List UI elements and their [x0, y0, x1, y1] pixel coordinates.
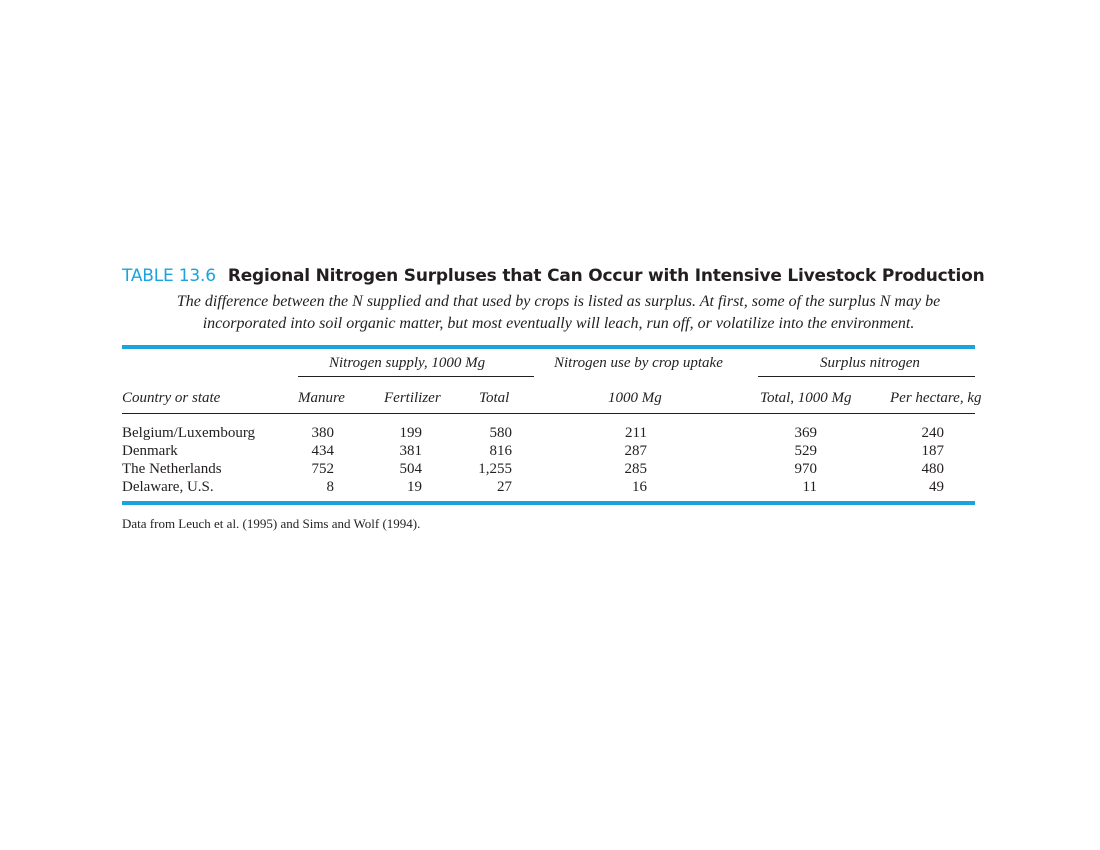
col-header-surplus-total: Total, 1000 Mg: [760, 390, 852, 406]
row-1-country: Belgium/Luxembourg: [122, 425, 256, 441]
col-header-country: Country or state: [122, 390, 221, 406]
row-1-manure: 380: [311, 425, 334, 441]
group-header-use: Nitrogen use by crop uptake: [554, 355, 723, 371]
row-4-use: 16: [632, 479, 647, 495]
group-header-surplus: Surplus nitrogen: [820, 355, 920, 371]
row-3-per-hectare: 480: [921, 461, 944, 477]
table-title-line: [122, 266, 985, 286]
row-4-fertilizer: 19: [407, 479, 422, 495]
col-header-use: 1000 Mg: [608, 390, 662, 406]
table-title: Regional Nitrogen Surpluses that Can Occur with Intensive Livestock Production: [227, 266, 985, 286]
row-3-use: 285: [624, 461, 647, 477]
header-rule: [122, 413, 975, 414]
supply-group-rule: [298, 376, 534, 377]
row-3-total: 1,255: [478, 461, 512, 477]
row-2-surplus-total: 529: [794, 443, 817, 459]
row-4-surplus-total: 11: [802, 479, 817, 495]
caption-line-1: The difference between the N supplied and that used by crops is listed as surplus. At first, some of the surplus N may be: [176, 293, 941, 310]
row-2-total: 816: [489, 443, 512, 459]
row-2-fertilizer: 381: [399, 443, 422, 459]
row-2-use: 287: [624, 443, 647, 459]
row-4-total: 27: [497, 479, 512, 495]
row-4-manure: 8: [326, 479, 334, 495]
row-2-manure: 434: [311, 443, 334, 459]
row-1-surplus-total: 369: [794, 425, 817, 441]
col-header-manure: Manure: [298, 390, 345, 406]
row-3-country: The Netherlands: [122, 461, 222, 477]
row-3-surplus-total: 970: [794, 461, 817, 477]
row-1-total: 580: [489, 425, 512, 441]
row-4-per-hectare: 49: [929, 479, 944, 495]
group-header-supply: Nitrogen supply, 1000 Mg: [329, 355, 486, 371]
surplus-group-rule: [758, 376, 975, 377]
col-header-total: Total: [479, 390, 510, 406]
row-1-use: 211: [625, 425, 647, 441]
table-label: TABLE 13.6: [122, 266, 216, 286]
row-4-country: Delaware, U.S.: [122, 479, 214, 495]
row-2-per-hectare: 187: [921, 443, 944, 459]
row-3-manure: 752: [311, 461, 334, 477]
bottom-rule: [122, 501, 975, 505]
row-1-per-hectare: 240: [921, 425, 944, 441]
caption-line-2: incorporated into soil organic matter, but most eventually will leach, run off, or volatilize into the environment.: [202, 315, 915, 332]
row-3-fertilizer: 504: [399, 461, 422, 477]
top-rule: [122, 345, 975, 349]
table-footnote: Data from Leuch et al. (1995) and Sims and Wolf (1994).: [122, 516, 421, 531]
table-caption: [142, 291, 975, 335]
row-2-country: Denmark: [122, 443, 178, 459]
row-1-fertilizer: 199: [399, 425, 422, 441]
col-header-fertilizer: Fertilizer: [384, 390, 441, 406]
nitrogen-table: [122, 266, 985, 531]
col-header-per-hectare: Per hectare, kg: [890, 390, 982, 406]
